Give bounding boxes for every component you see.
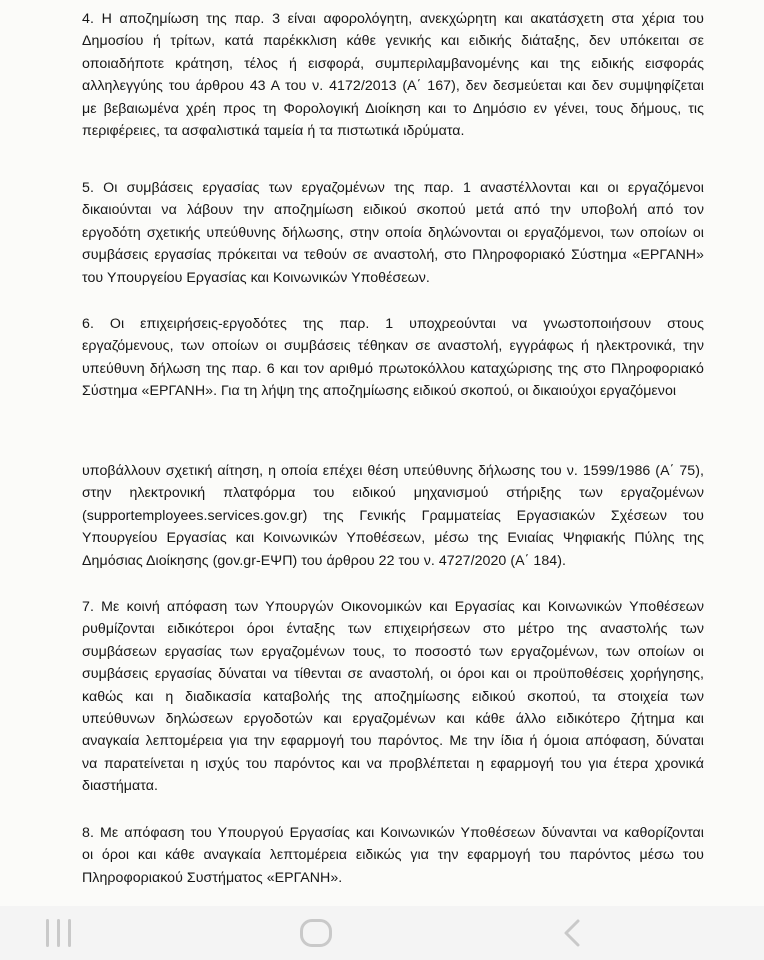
text-line: συμβάσεις εργασίας πρόκειται να τεθούν σε αναστολή, στο Πληροφοριακό Σύστημα «ΕΡΓΑΝΗ» [82,247,704,264]
text-line: του Υπουργείου Εργασίας και Κοινωνικών Υποθέσεων. [82,269,430,286]
text-line: υπεύθυνη δήλωση της παρ. 6 και τον αριθμό πρωτοκόλλου καταχώρισης της στο Πληροφοριακό [82,360,704,377]
text-line: 6. Οι επιχειρήσεις-εργοδότες της παρ. 1 υποχρεούνται να γνωστοποιήσουν στους [82,316,704,332]
text-line: 4. Η αποζημίωση της παρ. 3 είναι αφορολόγητη, ανεκχώρητη και ακατάσχετη στα χέρια του [82,11,704,27]
text-line: 5. Οι συμβάσεις εργασίας των εργαζομένων της παρ. 1 αναστέλλονται και οι εργαζόμενοι [82,180,704,196]
paragraph-6-continued [82,460,704,572]
text-line: Δημόσιας Διοίκησης (gov.gr-ΕΨΠ) του άρθρου 22 του ν. 4727/2020 (Α΄ 184). [82,552,566,569]
recents-button[interactable] [28,916,88,950]
paragraph-5 [82,177,704,289]
text-line: περιφέρειες, τα ασφαλιστικά ταμεία ή τα πιστωτικά ιδρύματα. [82,123,465,140]
paragraph-4 [82,8,704,142]
recents-icon [46,919,71,947]
text-line: 8. Με απόφαση του Υπουργού Εργασίας και Κοινωνικών Υποθέσεων δύνανται να καθορίζονται [82,825,704,841]
text-line: αναγκαία λεπτομέρεια για την εφαρμογή του παρόντος. Με την ίδια ή όμοια απόφαση, δύναται [82,733,704,750]
text-line: στην ηλεκτρονική πλατφόρμα του ειδικού μηχανισμού στήριξης των εργαζομένων [82,485,704,502]
text-line: 7. Με κοινή απόφαση των Υπουργών Οικονομικών και Εργασίας και Κοινωνικών Υποθέσεων [82,599,704,615]
paragraph-8 [82,822,704,889]
text-line: ρυθμίζονται ειδικότεροι όροι ένταξης των επιχειρήσεων στο μέτρο της αναστολής των [82,621,704,638]
text-line: Δημοσίου ή τρίτων, κατά παρέκκλιση κάθε γενικής και ειδικής διάταξης, δεν υπόκειται σε [82,33,704,50]
text-line: Σύστημα «ΕΡΓΑΝΗ». Για τη λήψη της αποζημίωσης ειδικού σκοπού, οι δικαιούχοι εργαζόμενοι [82,383,677,400]
home-icon [300,919,332,947]
text-line: να παρατείνεται η ισχύς του παρόντος και να προβλέπεται η εφαρμογή του για έτερα χρονικά [82,755,704,772]
paragraph-6 [82,313,704,403]
back-button[interactable] [542,916,602,950]
home-button[interactable] [286,916,346,950]
text-line: με βεβαιωμένα χρέη προς τη Φορολογική Διοίκηση και το Δημόσιο εν γένει, τους δήμους, τις [82,100,704,117]
text-line: Πληροφοριακού Συστήματος «ΕΡΓΑΝΗ». [82,869,343,886]
back-icon [561,918,583,948]
text-line: καθώς και η διαδικασία καταβολής της αποζημίωσης ειδικού σκοπού, τα στοιχεία των [82,688,704,705]
text-line: οποιαδήποτε κράτηση, τέλος ή εισφορά, συμπεριλαμβανομένης και της ειδικής εισφοράς [82,55,704,72]
text-line: δικαιούνται να λάβουν την αποζημίωση ειδικού σκοπού μετά από την υποβολή από τον [82,202,704,219]
text-line: συμβάσεις εργασίας δύναται να τίθενται σε αναστολή, οι όροι και οι προϋποθέσεις χορήγησης, [82,666,704,683]
text-line: αλληλεγγύης του άρθρου 43 Α του ν. 4172/2013 (Α΄ 167), δεν δεσμεύεται και δεν συμψηφίζεται [82,78,704,95]
text-line: εργοδότη σχετικής υπεύθυνης δήλωσης, στην οποία δηλώνονται οι εργαζόμενοι, των οποίων οι [82,224,704,241]
text-line: συμβάσεων εργασίας των εργαζομένων τους, το ποσοστό των εργαζομένων, των οποίων οι [82,643,704,660]
text-line: υποβάλλουν σχετική αίτηση, η οποία επέχει θέση υπεύθυνης δήλωσης του ν. 1599/1986 (Α΄ 75), [82,463,704,479]
text-line: οι όροι και κάθε αναγκαία λεπτομέρεια ειδικώς για την εφαρμογή του παρόντος μέσω του [82,847,704,864]
paragraph-7 [82,596,704,798]
system-navigation-bar [0,906,764,960]
text-line: διαστήματα. [82,778,158,795]
text-line: υπεύθυνων δηλώσεων εργοδοτών και εργαζομένων και κάθε άλλο ειδικότερο ζήτημα και [82,711,704,728]
text-line: εργαζόμενους, των οποίων οι συμβάσεις τέθηκαν σε αναστολή, εγγράφως ή ηλεκτρονικά, την [82,338,704,355]
text-line: (supportemployees.services.gov.gr) της Γενικής Γραμματείας Εργασιακών Σχέσεων του [82,507,704,524]
text-line: Υπουργείου Εργασίας και Κοινωνικών Υποθέσεων, μέσω της Ενιαίας Ψηφιακής Πύλης της [82,530,704,547]
